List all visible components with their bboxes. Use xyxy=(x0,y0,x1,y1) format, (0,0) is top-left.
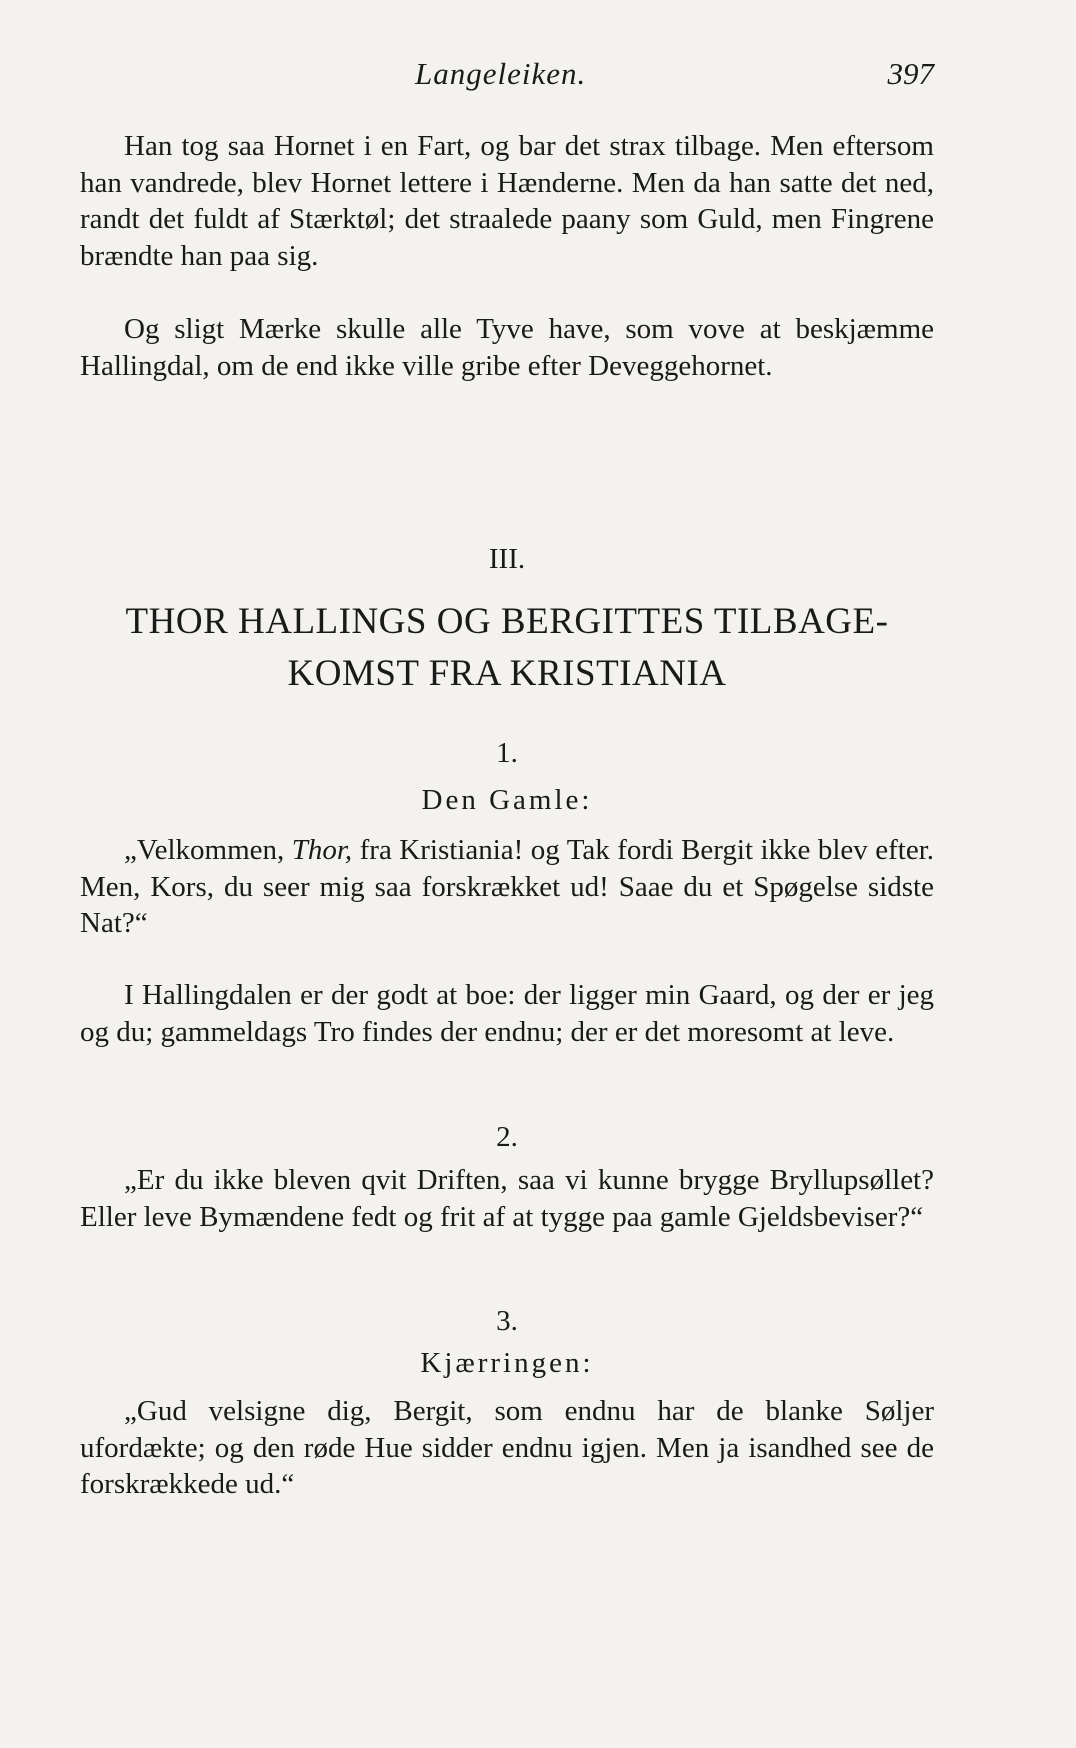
section-3-speaker: Kjærringen: xyxy=(420,1347,594,1379)
section-1-speaker: Den Gamle: xyxy=(421,784,593,816)
running-title: Langeleiken. xyxy=(415,56,587,91)
chapter-number: III. xyxy=(488,543,526,575)
chapter-title-line-2: KOMST FRA KRISTIANIA xyxy=(287,653,727,694)
paragraph-welcome xyxy=(80,832,934,942)
page-number: 397 xyxy=(887,56,934,91)
welcome-text-start: „Velkommen, xyxy=(124,834,292,866)
section-1-number: 1. xyxy=(496,737,518,769)
chapter-title-line-1: THOR HALLINGS OG BERGITTES TILBAGE- xyxy=(125,601,889,642)
paragraph-horn-returned: Han tog saa Hornet i en Fart, og bar det strax tilbage. Men eftersom han vandrede, blev Hornet lettere i Hænderne. Men da han satte det ned, randt det fuldt af Stærktøl; det straalede paany som Guld, men Fingrene brændte han paa sig. xyxy=(80,130,934,272)
welcome-name-thor: Thor, xyxy=(291,834,353,866)
running-head xyxy=(80,56,934,96)
section-3-number: 3. xyxy=(496,1305,518,1337)
chapter-title xyxy=(80,596,934,700)
paragraph-thieves-mark: Og sligt Mærke skulle alle Tyve have, som vove at beskjæmme Hallingdal, om de end ikke ville gribe efter Deveggehornet. xyxy=(80,313,934,382)
paragraph-wedding-ale: „Er du ikke bleven qvit Driften, saa vi kunne brygge Bryllupsøllet? Eller leve Bymændene fedt og frit af at tygge paa gamle Gjeldsbeviser?“ xyxy=(80,1164,934,1233)
welcome-text-rest: fra Kristiania! og Tak fordi Bergit ikke blev efter. Men, Kors, du seer mig saa forskrækket ud! Saae du et Spøgelse sidste Nat?“ xyxy=(80,834,935,939)
section-2-number: 2. xyxy=(496,1121,518,1153)
paragraph-bless-bergit: „Gud velsigne dig, Bergit, som endnu har de blanke Søljer ufordækte; og den røde Hue sidder endnu igjen. Men ja isandhed see de forskrækkede ud.“ xyxy=(80,1395,934,1500)
paragraph-hallingdal: I Hallingdalen er der godt at boe: der ligger min Gaard, og der er jeg og du; gammeldags Tro findes der endnu; der er det moresomt at leve. xyxy=(80,979,934,1048)
